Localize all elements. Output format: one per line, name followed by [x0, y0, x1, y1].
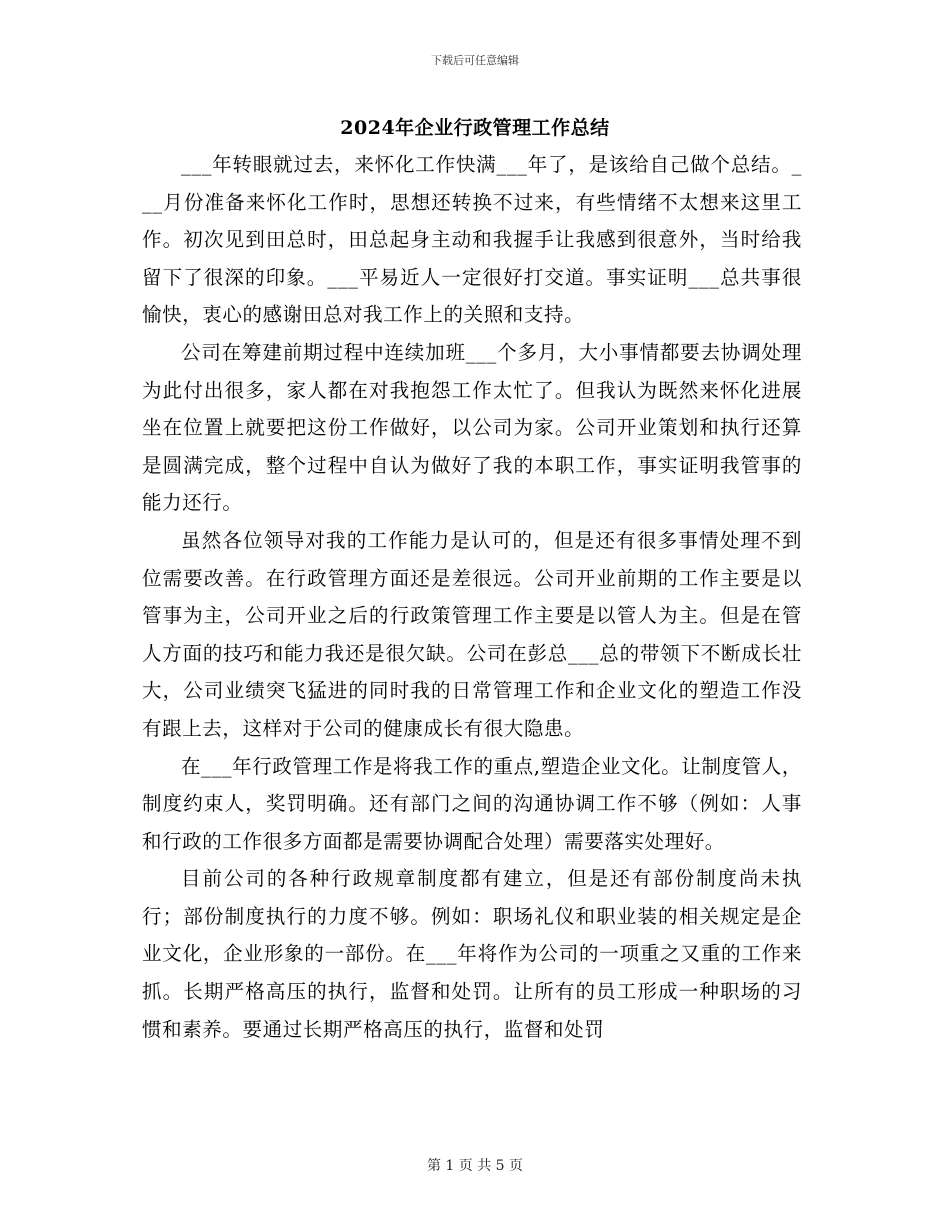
page-header-note: 下载后可任意编辑: [431, 54, 519, 67]
paragraph-1: ___年转眼就过去，来怀化工作快满___年了，是该给自己做个总结。___月份准备来怀化工作时，思想还转换不过来，有些情绪不太想来这里工作。初次见到田总时，田总起身主动和我握手让我感到很意外，当时给我留下了很深的印象。___平易近人一定很好打交道。事实证明___总共事很愉快，衷心的感谢田总对我工作上的关照和支持。: [142, 153, 802, 327]
paragraph-4: 在___年行政管理工作是将我工作的重点,塑造企业文化。让制度管人，制度约束人，奖罚明确。还有部门之间的沟通协调工作不够（例如：人事和行政的工作很多方面都是需要协调配合处理）需要落实处理好。: [142, 754, 802, 853]
paragraph-3: 虽然各位领导对我的工作能力是认可的，但是还有很多事情处理不到位需要改善。在行政管理方面还是差很远。公司开业前期的工作主要是以管事为主，公司开业之后的行政策管理工作主要是以管人为主。但是在管人方面的技巧和能力我还是很欠缺。公司在彭总___总的带领下不断成长壮大，公司业绩突飞猛进的同时我的日常管理工作和企业文化的塑造工作没有跟上去，这样对于公司的健康成长有很大隐患。: [142, 528, 802, 740]
paragraph-5: 目前公司的各种行政规章制度都有建立，但是还有部份制度尚未执行；部份制度执行的力度不够。例如：职场礼仪和职业装的相关规定是企业文化，企业形象的一部份。在___年将作为公司的一项重之又重的工作来抓。长期严格高压的执行，监督和处罚。让所有的员工形成一种职场的习惯和素养。要通过长期严格高压的执行，监督和处罚: [142, 867, 802, 1041]
page-number: 第 1 页 共 5 页: [426, 1158, 524, 1174]
document-title: 2024年企业行政管理工作总结: [340, 117, 610, 139]
paragraph-2: 公司在筹建前期过程中连续加班___个多月，大小事情都要去协调处理为此付出很多，家人都在对我抱怨工作太忙了。但我认为既然来怀化进展坐在位置上就要把这份工作做好，以公司为家。公司开业策划和执行还算是圆满完成，整个过程中自认为做好了我的本职工作，事实证明我管事的能力还行。: [142, 340, 802, 515]
document-body: [142, 146, 802, 1048]
